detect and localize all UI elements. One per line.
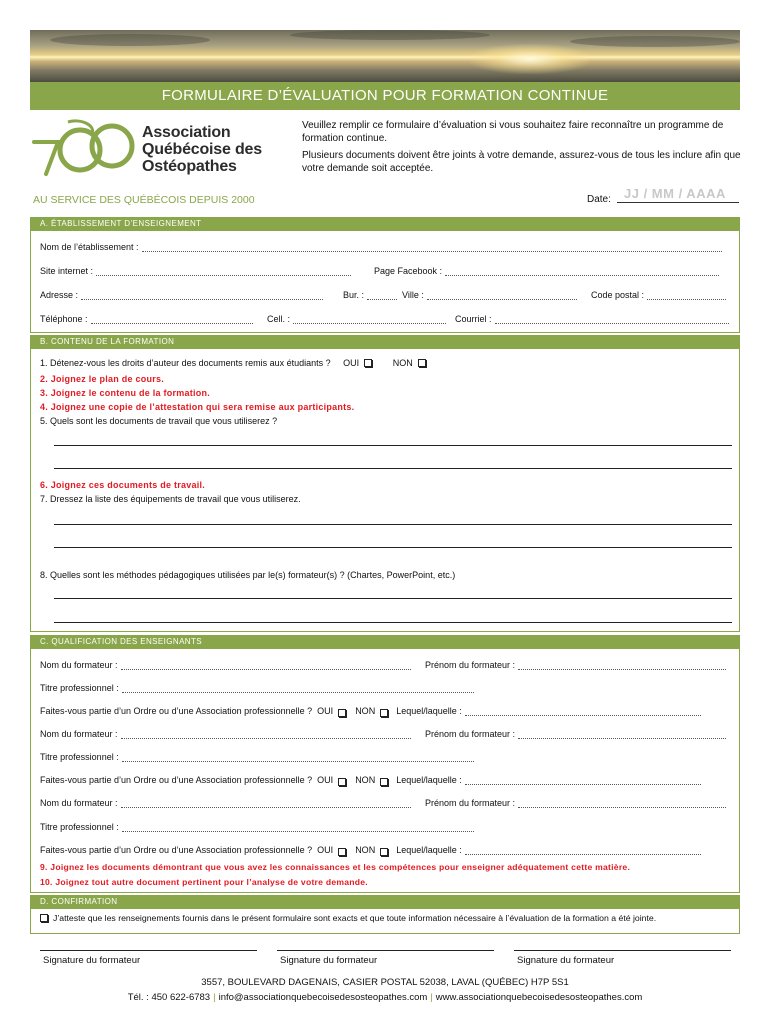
- phone-row: [40, 314, 253, 324]
- trainer-2-name-row: [40, 729, 411, 739]
- trainer-3-order-question: Faites-vous partie d’un Ordre ou d’une Association professionnelle ?: [40, 845, 313, 855]
- question-4: 4. Joignez une copie de l’attestation qui sera remise aux participants.: [40, 402, 355, 412]
- question-2: 2. Joignez le plan de cours.: [40, 374, 165, 384]
- trainer-3-title-label: Titre professionnel :: [40, 822, 119, 832]
- trainer-1-title-field[interactable]: [122, 684, 474, 693]
- trainer-2-non-label: NON: [355, 775, 376, 785]
- trainer-2-order-question: Faites-vous partie d’un Ordre ou d’une Association professionnelle ?: [40, 775, 313, 785]
- city-row: [402, 290, 577, 300]
- trainer-3-title-row: [40, 822, 474, 832]
- question-9: 9. Joignez les documents démontrant que vous avez les connaissances et les compétences pour enseigner adéquatement cette matière.: [40, 862, 631, 872]
- trainer-3-firstname-label: Prénom du formateur :: [425, 798, 516, 808]
- copyright-non-checkbox[interactable]: [418, 359, 426, 367]
- trainer-1-which-field[interactable]: [465, 707, 701, 716]
- address-label: Adresse :: [40, 290, 79, 300]
- trainer-2-non-checkbox[interactable]: [380, 778, 388, 786]
- question-5: 5. Quels sont les documents de travail que vous utiliserez ?: [40, 416, 278, 426]
- date-placeholder: JJ / MM / AAAA: [624, 186, 726, 201]
- trainer-1-non-label: NON: [355, 706, 376, 716]
- trainer-2-order-row: [40, 775, 701, 785]
- answer-7-line-2[interactable]: [54, 547, 732, 548]
- trainer-1-title-label: Titre professionnel :: [40, 683, 119, 693]
- signature-2-label: Signature du formateur: [280, 955, 378, 966]
- trainer-2-oui-checkbox[interactable]: [338, 778, 346, 786]
- email-label: Courriel :: [455, 314, 492, 324]
- postal-code-label: Code postal :: [591, 290, 645, 300]
- trainer-3-order-row: [40, 845, 701, 855]
- attestation-row: [40, 913, 656, 923]
- suite-label: Bur. :: [343, 290, 365, 300]
- section-a-header: A. ÉTABLISSEMENT D’ENSEIGNEMENT: [30, 217, 740, 231]
- section-c-header: C. QUALIFICATION DES ENSEIGNANTS: [30, 635, 740, 649]
- trainer-3-oui-checkbox[interactable]: [338, 848, 346, 856]
- phone-field[interactable]: [91, 315, 253, 324]
- trainer-2-title-field[interactable]: [122, 753, 474, 762]
- suite-row: [343, 290, 397, 300]
- date-field[interactable]: [617, 202, 739, 203]
- attestation-text: J’atteste que les renseignements fournis dans le présent formulaire sont exacts et que toute information nécessaire à l’évaluation de la formation a été jointe.: [53, 913, 657, 923]
- address-row: [40, 290, 323, 300]
- trainer-1-order-row: [40, 706, 701, 716]
- trainer-3-oui-label: OUI: [317, 845, 334, 855]
- trainer-1-title-row: [40, 683, 474, 693]
- facebook-row: [374, 266, 719, 276]
- trainer-1-firstname-field[interactable]: [518, 661, 726, 670]
- trainer-2-firstname-row: [425, 729, 726, 739]
- signature-1-field[interactable]: [40, 950, 257, 951]
- trainer-1-name-field[interactable]: [121, 661, 411, 670]
- trainer-3-firstname-row: [425, 798, 726, 808]
- trainer-2-firstname-field[interactable]: [518, 730, 726, 739]
- attestation-checkbox[interactable]: [40, 914, 48, 922]
- trainer-2-name-field[interactable]: [121, 730, 411, 739]
- city-field[interactable]: [427, 291, 577, 300]
- trainer-3-which-label: Lequel/laquelle :: [396, 845, 462, 855]
- establishment-name-field[interactable]: [142, 243, 722, 252]
- footer-email-link[interactable]: info@associationquebecoisedesosteopathes.com: [218, 992, 428, 1003]
- trainer-2-oui-label: OUI: [317, 775, 334, 785]
- trainer-2-firstname-label: Prénom du formateur :: [425, 729, 516, 739]
- signature-2-field[interactable]: [277, 950, 494, 951]
- email-row: [455, 314, 729, 324]
- trainer-2-which-label: Lequel/laquelle :: [396, 775, 462, 785]
- signature-1-label: Signature du formateur: [43, 955, 141, 966]
- cell-row: [267, 314, 446, 324]
- trainer-1-firstname-label: Prénom du formateur :: [425, 660, 516, 670]
- trainer-1-firstname-row: [425, 660, 726, 670]
- copyright-oui-checkbox[interactable]: [364, 359, 372, 367]
- question-6: 6. Joignez ces documents de travail.: [40, 480, 206, 490]
- answer-5-line-1[interactable]: [54, 445, 732, 446]
- trainer-3-name-row: [40, 798, 411, 808]
- question-1-text: 1. Détenez-vous les droits d’auteur des documents remis aux étudiants ?: [40, 358, 331, 368]
- suite-field[interactable]: [367, 291, 397, 300]
- question-1: [40, 358, 426, 368]
- email-field[interactable]: [495, 315, 729, 324]
- city-label: Ville :: [402, 290, 424, 300]
- cell-field[interactable]: [293, 315, 446, 324]
- trainer-2-which-field[interactable]: [465, 776, 701, 785]
- question-7: 7. Dressez la liste des équipements de travail que vous utiliserez.: [40, 494, 301, 504]
- establishment-name-row: [40, 242, 722, 252]
- trainer-2-title-row: [40, 752, 474, 762]
- service-tagline: AU SERVICE DES QUÉBÉCOIS DEPUIS 2000: [33, 194, 255, 206]
- trainer-3-which-field[interactable]: [465, 846, 701, 855]
- website-label: Site internet :: [40, 266, 94, 276]
- website-field[interactable]: [96, 267, 351, 276]
- date-label: Date:: [587, 194, 611, 205]
- trainer-1-name-label: Nom du formateur :: [40, 660, 118, 670]
- trainer-3-name-label: Nom du formateur :: [40, 798, 118, 808]
- footer-website-link[interactable]: www.associationquebecoisedesosteopathes.com: [435, 992, 643, 1003]
- signature-3-label: Signature du formateur: [517, 955, 615, 966]
- organization-name: Association Québécoise des Ostéopathes: [142, 124, 262, 175]
- trainer-1-order-question: Faites-vous partie d’un Ordre ou d’une Association professionnelle ?: [40, 706, 313, 716]
- website-row: [40, 266, 351, 276]
- cell-label: Cell. :: [267, 314, 291, 324]
- facebook-field[interactable]: [445, 267, 719, 276]
- footer-phone: Tél. : 450 622-6783: [127, 992, 211, 1003]
- association-logo: [32, 118, 142, 184]
- intro-text: Veuillez remplir ce formulaire d’évaluation si vous souhaitez faire reconnaître un programme de formation continue. Plusieurs documents doivent être joints à votre demande, assurez-vous de tous les inclure afin que votre demande soit acceptée.: [302, 120, 741, 174]
- question-8: 8. Quelles sont les méthodes pédagogiques utilisées par le(s) formateur(s) ? (Chartes, PowerPoint, etc.): [40, 570, 456, 580]
- copyright-oui-label: OUI: [343, 358, 360, 368]
- trainer-2-name-label: Nom du formateur :: [40, 729, 118, 739]
- trainer-1-non-checkbox[interactable]: [380, 709, 388, 717]
- trainer-3-title-field[interactable]: [122, 823, 474, 832]
- section-b-header: B. CONTENU DE LA FORMATION: [30, 335, 740, 349]
- facebook-label: Page Facebook :: [374, 266, 443, 276]
- section-d-header: D. CONFIRMATION: [30, 895, 740, 909]
- trainer-3-non-label: NON: [355, 845, 376, 855]
- answer-7-line-1[interactable]: [54, 524, 732, 525]
- address-field[interactable]: [81, 291, 323, 300]
- footer-address: 3557, BOULEVARD DAGENAIS, CASIER POSTAL 52038, LAVAL (QUÉBEC) H7P 5S1: [201, 977, 569, 988]
- trainer-3-non-checkbox[interactable]: [380, 848, 388, 856]
- trainer-2-title-label: Titre professionnel :: [40, 752, 119, 762]
- answer-5-line-2[interactable]: [54, 468, 732, 469]
- postal-code-row: [591, 290, 726, 300]
- question-3: 3. Joignez le contenu de la formation.: [40, 388, 211, 398]
- trainer-1-name-row: [40, 660, 411, 670]
- header-banner-image: [30, 30, 740, 82]
- trainer-1-oui-label: OUI: [317, 706, 334, 716]
- copyright-non-label: NON: [392, 358, 413, 368]
- question-10: 10. Joignez tout autre document pertinent pour l’analyse de votre demande.: [40, 877, 368, 887]
- answer-8-line-2[interactable]: [54, 622, 732, 623]
- signature-3-field[interactable]: [514, 950, 731, 951]
- trainer-1-oui-checkbox[interactable]: [338, 709, 346, 717]
- form-title: FORMULAIRE D’ÉVALUATION POUR FORMATION CONTINUE: [30, 82, 740, 110]
- phone-label: Téléphone :: [40, 314, 88, 324]
- trainer-3-firstname-field[interactable]: [518, 799, 726, 808]
- trainer-3-name-field[interactable]: [121, 799, 411, 808]
- establishment-name-label: Nom de l’établissement :: [40, 242, 139, 252]
- answer-8-line-1[interactable]: [54, 598, 732, 599]
- trainer-1-which-label: Lequel/laquelle :: [396, 706, 462, 716]
- postal-code-field[interactable]: [647, 291, 726, 300]
- footer-contact: Tél. : 450 622-6783 | info@associationquebecoisedesosteopathes.com | www.associationquebecoisedesosteopathes.com: [127, 992, 643, 1003]
